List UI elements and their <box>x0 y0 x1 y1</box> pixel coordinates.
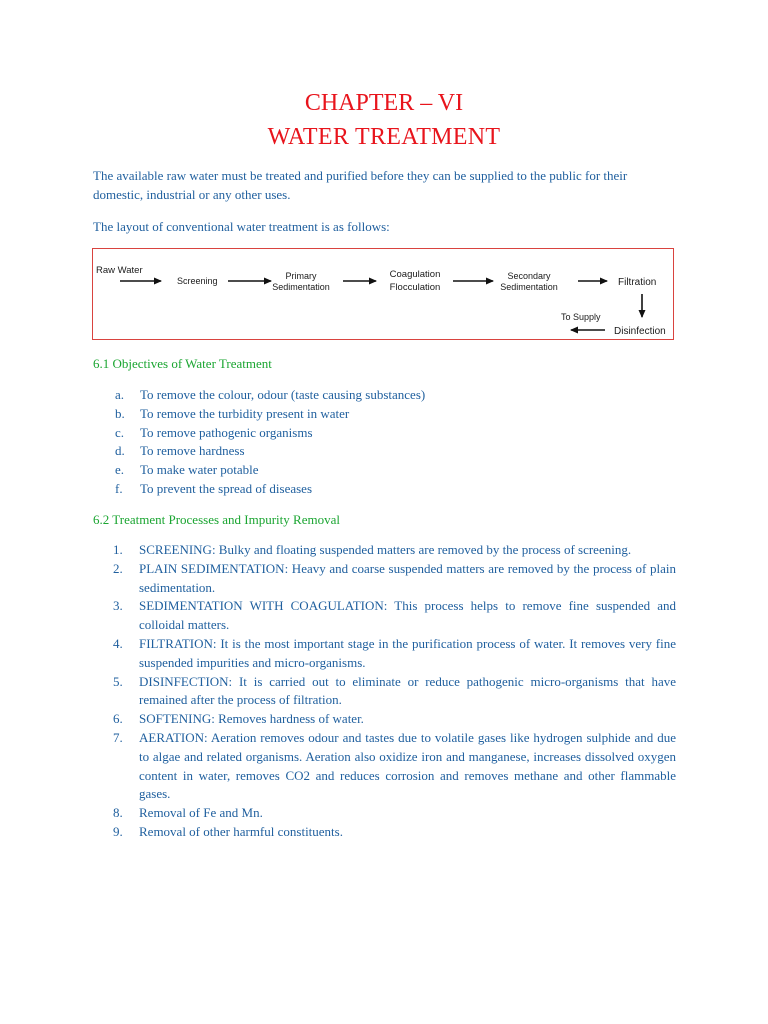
label-primary-sedimentation: Sedimentation <box>272 282 330 292</box>
processes-heading: 6.2 Treatment Processes and Impurity Removal <box>93 512 340 527</box>
list-item-text: FILTRATION: It is the most important stage in the purification process of water. It removes very fine suspended impurities and micro-organisms. <box>139 635 676 670</box>
list-marker: 1. <box>113 542 123 557</box>
label-coagulation: Coagulation <box>389 269 441 280</box>
list-item <box>93 804 676 823</box>
treatment-flow-diagram <box>92 248 674 340</box>
list-item-text: Removal of other harmful constituents. <box>139 823 343 839</box>
list-item <box>93 442 677 461</box>
list-item-text: To remove hardness <box>140 443 245 459</box>
list-item <box>93 386 677 405</box>
list-marker: 9. <box>113 823 123 839</box>
list-marker: 4. <box>113 635 123 651</box>
layout-intro-paragraph: The layout of conventional water treatment is as follows: <box>93 219 390 234</box>
list-item-text: SOFTENING: Removes hardness of water. <box>139 711 364 727</box>
list-marker: d. <box>115 443 125 459</box>
list-item-text: PLAIN SEDIMENTATION: Heavy and coarse suspended matters are removed by the process of plain sedimentation. <box>139 560 676 595</box>
chapter-title: WATER TREATMENT <box>267 124 501 150</box>
list-item-text: DISINFECTION: It is carried out to eliminate or reduce pathogenic micro-organisms that have remained after the process of filtration. <box>139 673 676 708</box>
list-marker: a. <box>115 387 125 402</box>
list-item-text: Removal of Fe and Mn. <box>139 805 263 821</box>
list-marker: 7. <box>113 729 123 745</box>
list-marker: b. <box>115 405 125 421</box>
list-item-text: To prevent the spread of diseases <box>140 480 313 496</box>
list-item <box>93 673 676 711</box>
list-marker: e. <box>115 462 125 478</box>
list-item-text: SEDIMENTATION WITH COAGULATION: This process helps to remove fine suspended and colloidal matters. <box>139 598 676 633</box>
list-marker: f. <box>115 480 123 496</box>
intro-paragraph: The available raw water must be treated and purified before they can be supplied to the public for their domestic, industrial or any other uses. <box>93 168 628 202</box>
list-item <box>93 710 676 729</box>
label-screening: Screening <box>177 276 218 286</box>
chapter-number: CHAPTER – VI <box>304 90 464 116</box>
label-disinfection: Disinfection <box>614 326 666 337</box>
objectives-heading: 6.1 Objectives of Water Treatment <box>93 356 272 371</box>
list-item <box>93 597 676 635</box>
list-item <box>93 729 676 804</box>
list-item-text: SCREENING: Bulky and floating suspended matters are removed by the process of screening. <box>139 542 632 557</box>
list-item <box>93 480 677 499</box>
label-flocculation: Flocculation <box>389 282 441 293</box>
label-primary: Primary <box>285 271 317 281</box>
list-item <box>93 635 676 673</box>
label-to-supply: To Supply <box>561 312 601 322</box>
list-item-text: To make water potable <box>140 462 259 478</box>
objectives-list <box>93 386 677 499</box>
label-secondary-sedimentation: Sedimentation <box>500 282 558 292</box>
list-item-text: To remove the colour, odour (taste causing substances) <box>140 387 426 402</box>
label-secondary: Secondary <box>507 271 551 281</box>
list-item-text: AERATION: Aeration removes odour and tastes due to volatile gases like hydrogen sulphide and due to algae and related organisms. Aeration also oxidize iron and manganese, increases dissolved oxygen content in water, removes CO2 and reduces corrosion and removes methane and other flammable gases. <box>139 729 676 802</box>
list-item <box>93 823 676 842</box>
processes-list <box>93 541 676 842</box>
list-item <box>93 461 677 480</box>
flow-diagram-svg <box>93 249 675 341</box>
list-item <box>93 541 676 560</box>
list-marker: 2. <box>113 560 123 576</box>
list-marker: 3. <box>113 598 123 614</box>
label-filtration: Filtration <box>618 277 657 288</box>
list-marker: c. <box>115 424 125 440</box>
list-item <box>93 405 677 424</box>
label-raw-water: Raw Water <box>96 265 143 276</box>
list-item <box>93 424 677 443</box>
list-item <box>93 560 676 598</box>
list-item-text: To remove pathogenic organisms <box>140 424 313 440</box>
list-marker: 8. <box>113 805 123 821</box>
list-item-text: To remove the turbidity present in water <box>140 405 350 421</box>
list-marker: 5. <box>113 673 123 689</box>
list-marker: 6. <box>113 711 123 727</box>
